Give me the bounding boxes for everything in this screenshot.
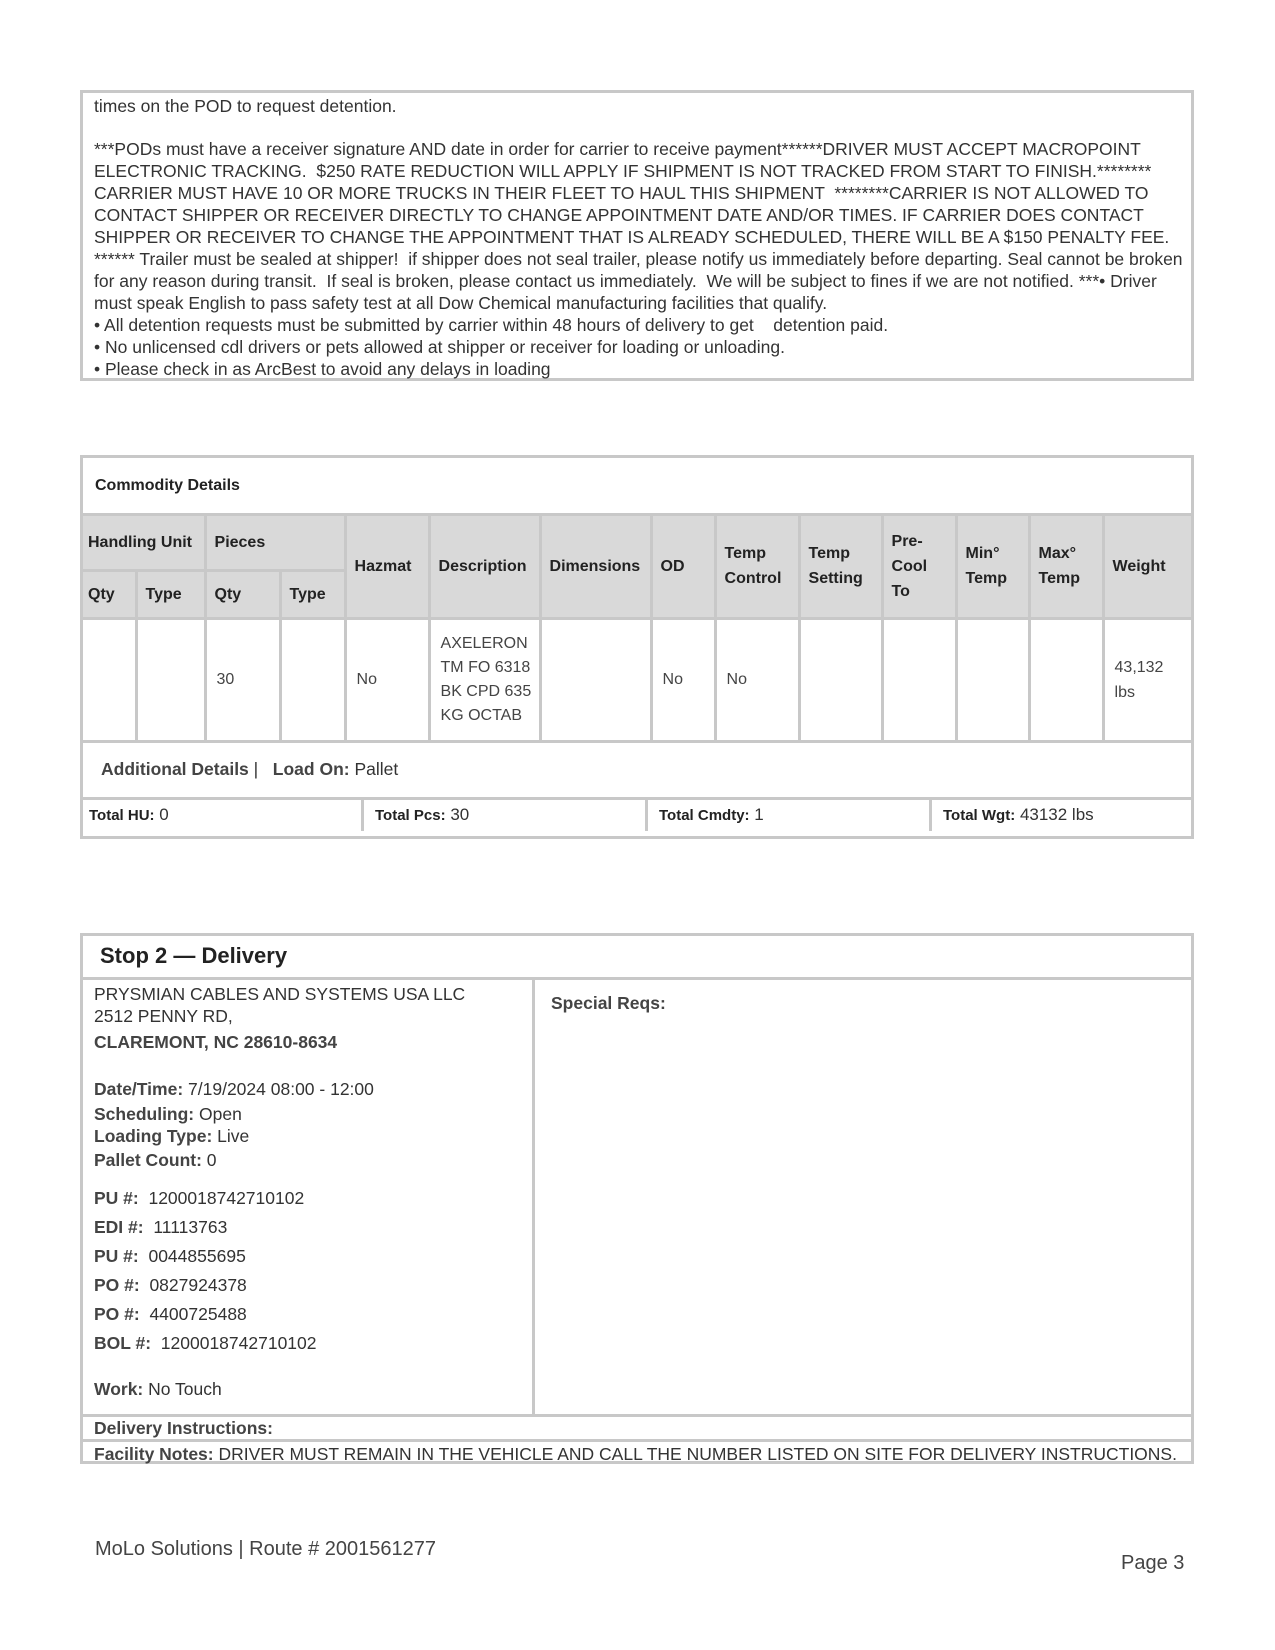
datetime-value: 7/19/2024 08:00 - 12:00 — [188, 1079, 374, 1099]
total-cmdty — [648, 800, 932, 831]
cell-temp-control: No — [715, 618, 799, 741]
cell-hu-type — [136, 618, 205, 741]
additional-details: Additional Details | Load On: Pallet — [83, 743, 1191, 800]
header-pc-type: Type — [280, 570, 345, 618]
header-min-temp: Min° Temp — [956, 516, 1029, 618]
cell-weight: 43,132 lbs — [1103, 618, 1191, 741]
total-wgt-value: 43132 lbs — [1019, 804, 1094, 824]
work-label: Work: — [94, 1379, 144, 1399]
reference-label: PO #: — [94, 1304, 140, 1324]
footer-route: MoLo Solutions | Route # 2001561277 — [95, 1538, 437, 1560]
notes-bullet: • All detention requests must be submitted by carrier within 48 hours of delivery to get detention paid. — [94, 315, 889, 335]
total-hu-label: Total HU: — [89, 806, 155, 824]
total-hu — [83, 800, 364, 831]
notes-paragraph: ***PODs must have a receiver signature AND date in order for carrier to receive payment******DRIVER MUST ACCEPT MACROPOINT ELECTRONIC TRACKING. $250 RATE REDUCTION WILL APPLY IF SHIPMENT IS NOT TRACKED FROM START TO FINISH.******** CARRIER MUST HAVE 10 OR MORE TRUCKS IN THEIR FLEET TO HAUL THIS SHIPMENT ********CARRIER IS NOT ALLOWED TO CONTACT SHIPPER OR RECEIVER DIRECTLY TO CHANGE APPOINTMENT DATE AND/OR TIMES. IF CARRIER DOES CONTACT SHIPPER OR RECEIVER TO CHANGE THE APPOINTMENT THAT IS ALREADY SCHEDULED, THERE WILL BE A $150 PENALTY FEE. ****** Trailer must be sealed at shipper! if shipper does not seal trailer, please notify us immediately before departing. Seal cannot be broken for any reason during transit. If seal is broken, please contact us immediately. We will be subject to fines if we are not notified. ***• Driver must speak English to pass safety test at all Dow Chemical manufacturing facilities that qualify. — [94, 139, 1188, 313]
city-state-zip: CLAREMONT, NC 28610-8634 — [94, 1032, 338, 1052]
stop-details — [83, 980, 535, 1414]
cell-od: No — [651, 618, 715, 741]
special-reqs — [535, 980, 1191, 1414]
scheduling-label: Scheduling: — [94, 1104, 195, 1124]
reference-item — [94, 1300, 532, 1329]
header-weight: Weight — [1103, 516, 1191, 618]
reference-label: PU #: — [94, 1188, 139, 1208]
header-temp-control: Temp Control — [715, 516, 799, 618]
street-address: 2512 PENNY RD, — [94, 1006, 233, 1026]
commodity-table — [83, 516, 1191, 743]
commodity-details-box — [80, 455, 1194, 839]
special-reqs-label: Special Reqs: — [551, 993, 666, 1013]
loading-type — [94, 1125, 532, 1147]
pallet-count-value: 0 — [206, 1150, 217, 1170]
loading-type-value: Live — [217, 1126, 250, 1146]
cell-description: AXELERON TM FO 6318 BK CPD 635 KG OCTAB — [429, 618, 540, 741]
total-pcs-label: Total Pcs: — [375, 806, 446, 824]
pallet-count-label: Pallet Count: — [94, 1150, 202, 1170]
header-pieces: Pieces — [205, 516, 345, 570]
header-pc-qty: Qty — [205, 570, 280, 618]
reference-item — [94, 1242, 532, 1271]
cell-temp-setting — [799, 618, 882, 741]
page-number: Page 3 — [1121, 1552, 1185, 1574]
cell-pre-cool — [882, 618, 956, 741]
reference-label: PO #: — [94, 1275, 140, 1295]
header-max-temp: Max° Temp — [1029, 516, 1103, 618]
reference-value: 4400725488 — [149, 1304, 247, 1324]
header-pre-cool: Pre-Cool To — [882, 516, 956, 618]
total-cmdty-label: Total Cmdty: — [659, 806, 750, 824]
totals-row — [83, 800, 1191, 831]
cell-hu-qty — [83, 618, 136, 741]
load-on-label: Load On: — [272, 758, 350, 779]
total-pcs — [364, 800, 648, 831]
total-wgt-label: Total Wgt: — [943, 806, 1016, 824]
header-temp-setting: Temp Setting — [799, 516, 882, 618]
cell-pc-type — [280, 618, 345, 741]
header-dimensions: Dimensions — [540, 516, 651, 618]
facility-notes — [83, 1442, 1191, 1467]
stop-title: Stop 2 — Delivery — [83, 936, 1191, 980]
reference-label: BOL #: — [94, 1333, 152, 1353]
total-cmdty-value: 1 — [754, 804, 764, 824]
reference-value: 1200018742710102 — [160, 1333, 317, 1353]
notes-bullet: • Please check in as ArcBest to avoid any delays in loading — [94, 359, 551, 379]
pallet-count — [94, 1149, 532, 1171]
load-on-value: Pallet — [354, 758, 399, 779]
reference-list — [94, 1184, 532, 1358]
reference-value: 11113763 — [153, 1217, 228, 1237]
facility-notes-label: Facility Notes: — [94, 1444, 214, 1464]
stop-body — [83, 980, 1191, 1417]
commodity-title: Commodity Details — [83, 458, 1191, 516]
datetime-label: Date/Time: — [94, 1079, 184, 1099]
datetime — [94, 1078, 532, 1100]
header-od: OD — [651, 516, 715, 618]
delivery-instructions-label: Delivery Instructions: — [94, 1418, 273, 1438]
facility-notes-value: DRIVER MUST REMAIN IN THE VEHICLE AND CALL THE NUMBER LISTED ON SITE FOR DELIVERY INSTRUCTIONS. — [218, 1444, 1177, 1464]
loading-type-label: Loading Type: — [94, 1126, 213, 1146]
company-name: PRYSMIAN CABLES AND SYSTEMS USA LLC — [94, 984, 466, 1004]
header-hazmat: Hazmat — [345, 516, 429, 618]
notes-bullet: • No unlicensed cdl drivers or pets allowed at shipper or receiver for loading or unloading. — [94, 337, 785, 357]
work — [94, 1378, 532, 1400]
header-hu-type: Type — [136, 570, 205, 618]
cell-pc-qty: 30 — [205, 618, 280, 741]
cell-hazmat: No — [345, 618, 429, 741]
additional-details-label: Additional Details — [101, 758, 249, 779]
reference-label: PU #: — [94, 1246, 139, 1266]
stop-delivery-box — [80, 933, 1194, 1464]
header-hu-qty: Qty — [83, 570, 136, 618]
header-handling-unit: Handling Unit — [83, 516, 205, 570]
reference-item — [94, 1184, 532, 1213]
reference-label: EDI #: — [94, 1217, 144, 1237]
header-description: Description — [429, 516, 540, 618]
scheduling-value: Open — [199, 1104, 242, 1124]
reference-item — [94, 1271, 532, 1300]
cell-dimensions — [540, 618, 651, 741]
reference-item — [94, 1213, 532, 1242]
reference-item — [94, 1329, 532, 1358]
total-hu-value: 0 — [159, 804, 169, 824]
notes-box — [80, 90, 1194, 381]
reference-value: 0827924378 — [149, 1275, 247, 1295]
scheduling — [94, 1103, 532, 1125]
work-value: No Touch — [148, 1379, 222, 1399]
cell-max-temp — [1029, 618, 1103, 741]
reference-value: 1200018742710102 — [148, 1188, 305, 1208]
notes-line: times on the POD to request detention. — [94, 96, 397, 116]
cell-min-temp — [956, 618, 1029, 741]
total-wgt — [932, 800, 1191, 831]
delivery-instructions — [83, 1417, 1191, 1442]
reference-value: 0044855695 — [148, 1246, 246, 1266]
total-pcs-value: 30 — [450, 804, 470, 824]
